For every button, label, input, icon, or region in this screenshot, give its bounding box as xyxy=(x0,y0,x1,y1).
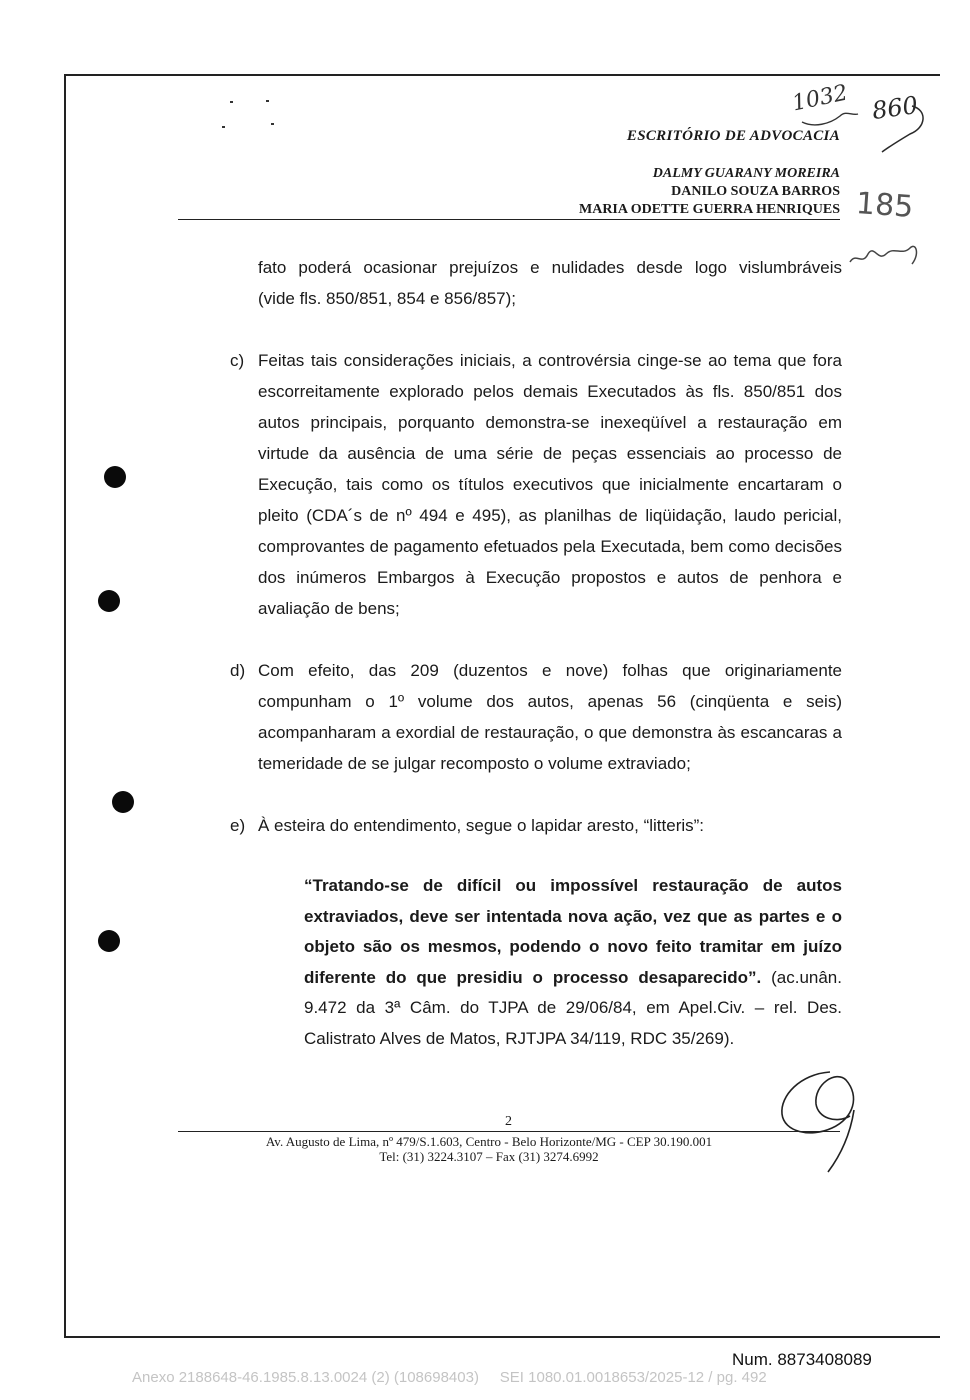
footer-address-block xyxy=(178,1134,800,1164)
item-text: Feitas tais considerações iniciais, a controvérsia cinge-se ao tema que fora escorreitamente explorado pelos demais Executados às fls. 850/851 dos autos principais, porquanto demonstra-se inexeqüível a restauração em virtude da ausência de uma série de peças essenciais ao processo de Execução, tais como os títulos executivos que inicialmente encartaram o pleito (CDA´s de nº 494 e 495), as planilhas de liqüidação, laudo pericial, comprovantes de pagamento efetuados pela Executada, bem como decisões dos inúmeros Embargos à Execução propostos e autos de penhora e avaliação de bens; xyxy=(258,351,842,618)
quote-text: “Tratando-se de difícil ou impossível restauração de autos extraviados, deve ser intentada nova ação, vez que as partes e o objeto são os mesmos, podendo o novo feito tramitar em juízo diferente do que presidiu o processo desaparecido”. xyxy=(304,876,842,987)
quoted-ruling xyxy=(304,871,842,1054)
binder-hole xyxy=(98,930,120,952)
footer-rule xyxy=(178,1131,840,1132)
handwritten-initials xyxy=(846,236,926,272)
header-rule xyxy=(178,219,840,220)
scan-speck xyxy=(271,123,274,125)
binder-hole xyxy=(104,466,126,488)
page-number: 2 xyxy=(505,1114,512,1129)
lawyer-name: MARIA ODETTE GUERRA HENRIQUES xyxy=(579,202,840,217)
scan-speck xyxy=(222,126,225,128)
document-body xyxy=(230,252,842,1054)
handwritten-folio-top: 1032 xyxy=(790,80,850,117)
lawyer-name: DANILO SOUZA BARROS xyxy=(671,184,840,199)
list-item-e xyxy=(230,810,842,841)
handwritten-mark-top xyxy=(800,100,860,130)
handwritten-folio-side: 185 xyxy=(854,186,915,225)
continuation-paragraph xyxy=(258,252,842,314)
binder-hole xyxy=(112,791,134,813)
item-label: e) xyxy=(230,816,246,835)
binder-hole xyxy=(98,590,120,612)
footer-address: Av. Augusto de Lima, nº 479/S.1.603, Centro - Belo Horizonte/MG - CEP 30.190.001 xyxy=(265,1134,713,1149)
firm-name: ESCRITÓRIO DE ADVOCACIA xyxy=(626,128,840,144)
handwritten-folio-right: 860 xyxy=(870,90,920,126)
scan-speck xyxy=(230,101,233,103)
lawyer-name: DALMY GUARANY MOREIRA xyxy=(652,166,840,181)
text-line: (vide fls. 850/851, 854 e 856/857); xyxy=(258,289,517,308)
letterhead xyxy=(579,128,840,219)
source-stamp: Anexo 2188648-46.1985.8.13.0024 (2) (108698403) SEI 1080.01.0018653/2025-12 / pg. 492 xyxy=(132,1369,767,1386)
item-text: Com efeito, das 209 (duzentos e nove) folhas que originariamente compunham o 1º volume dos autos, apenas 56 (cinqüenta e seis) acompanharam a exordial de restauração, o que demonstra às escancaras a temeridade de se julgar recomposto o volume extraviado; xyxy=(258,661,842,773)
item-label: c) xyxy=(230,351,245,370)
list-item-c xyxy=(230,345,842,624)
scan-speck xyxy=(266,100,269,102)
item-text: À esteira do entendimento, segue o lapidar aresto, “litteris”: xyxy=(258,816,705,835)
list-item-d xyxy=(230,655,842,779)
item-label: d) xyxy=(230,661,246,680)
document-number-stamp: Num. 8873408089 xyxy=(732,1350,872,1369)
text-line: fato poderá ocasionar prejuízos e nulidades desde logo vislumbráveis xyxy=(258,258,842,277)
handwritten-mark-right xyxy=(870,100,930,156)
quote-citation: (ac.unân. 9.472 da 3ª Câm. do TJPA de 29/06/84, em Apel.Civ. – rel. Des. Calistrato Alves de Matos, RJTJPA 34/119, RDC 35/269). xyxy=(304,967,842,1048)
footer-phone: Tel: (31) 3224.3107 – Fax (31) 3274.6992 xyxy=(379,1149,599,1164)
